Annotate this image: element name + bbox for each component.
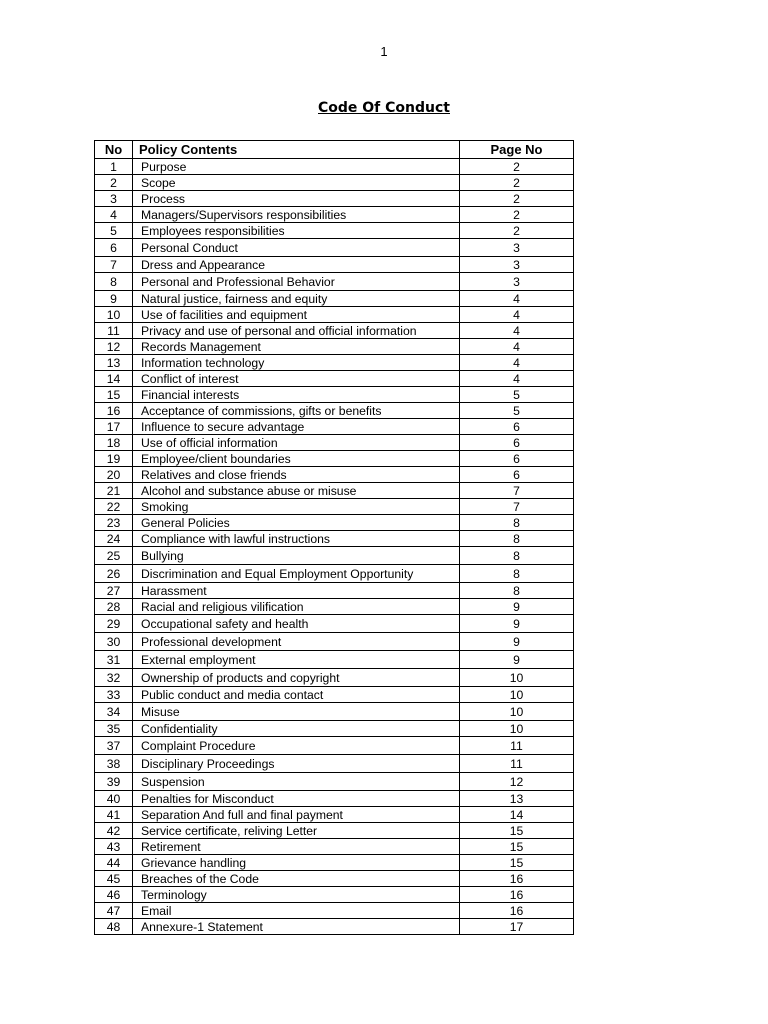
row-title: External employment xyxy=(133,651,460,669)
row-page: 9 xyxy=(460,651,574,669)
table-row xyxy=(95,919,574,935)
row-page: 13 xyxy=(460,791,574,807)
row-number: 10 xyxy=(95,307,133,323)
row-title: Racial and religious vilification xyxy=(133,599,460,615)
row-page: 9 xyxy=(460,599,574,615)
row-title: Misuse xyxy=(133,703,460,721)
row-number: 35 xyxy=(95,721,133,737)
table-row xyxy=(95,633,574,651)
row-number: 18 xyxy=(95,435,133,451)
table-row xyxy=(95,773,574,791)
row-page: 9 xyxy=(460,633,574,651)
row-title: Penalties for Misconduct xyxy=(133,791,460,807)
row-title: Influence to secure advantage xyxy=(133,419,460,435)
row-number: 46 xyxy=(95,887,133,903)
row-number: 11 xyxy=(95,323,133,339)
row-number: 12 xyxy=(95,339,133,355)
row-page: 15 xyxy=(460,823,574,839)
row-page: 3 xyxy=(460,257,574,273)
row-number: 15 xyxy=(95,387,133,403)
row-number: 32 xyxy=(95,669,133,687)
row-page: 4 xyxy=(460,307,574,323)
row-title: Dress and Appearance xyxy=(133,257,460,273)
row-page: 8 xyxy=(460,547,574,565)
row-page: 16 xyxy=(460,903,574,919)
row-number: 38 xyxy=(95,755,133,773)
row-title: General Policies xyxy=(133,515,460,531)
row-title: Disciplinary Proceedings xyxy=(133,755,460,773)
row-title: Natural justice, fairness and equity xyxy=(133,291,460,307)
row-number: 42 xyxy=(95,823,133,839)
row-number: 41 xyxy=(95,807,133,823)
row-number: 27 xyxy=(95,583,133,599)
row-page: 2 xyxy=(460,191,574,207)
row-number: 24 xyxy=(95,531,133,547)
row-number: 9 xyxy=(95,291,133,307)
row-page: 4 xyxy=(460,291,574,307)
table-row xyxy=(95,721,574,737)
table-row xyxy=(95,737,574,755)
table-row xyxy=(95,887,574,903)
row-page: 16 xyxy=(460,871,574,887)
row-number: 26 xyxy=(95,565,133,583)
table-row xyxy=(95,355,574,371)
table-row xyxy=(95,903,574,919)
table-row xyxy=(95,755,574,773)
row-number: 5 xyxy=(95,223,133,239)
table-row xyxy=(95,387,574,403)
header-page-no: Page No xyxy=(460,141,574,159)
table-row xyxy=(95,451,574,467)
row-title: Retirement xyxy=(133,839,460,855)
table-header-row xyxy=(95,141,574,159)
row-page: 11 xyxy=(460,737,574,755)
row-number: 33 xyxy=(95,687,133,703)
row-page: 8 xyxy=(460,531,574,547)
row-page: 16 xyxy=(460,887,574,903)
row-title: Suspension xyxy=(133,773,460,791)
row-title: Compliance with lawful instructions xyxy=(133,531,460,547)
table-row xyxy=(95,547,574,565)
row-title: Service certificate, reliving Letter xyxy=(133,823,460,839)
table-row xyxy=(95,483,574,499)
row-page: 8 xyxy=(460,565,574,583)
row-number: 34 xyxy=(95,703,133,721)
row-title: Complaint Procedure xyxy=(133,737,460,755)
row-page: 4 xyxy=(460,323,574,339)
table-row xyxy=(95,403,574,419)
row-title: Employee/client boundaries xyxy=(133,451,460,467)
row-number: 43 xyxy=(95,839,133,855)
row-title: Alcohol and substance abuse or misuse xyxy=(133,483,460,499)
row-page: 2 xyxy=(460,175,574,191)
row-number: 1 xyxy=(95,159,133,175)
table-row xyxy=(95,599,574,615)
row-page: 8 xyxy=(460,515,574,531)
row-title: Harassment xyxy=(133,583,460,599)
row-page: 11 xyxy=(460,755,574,773)
row-page: 6 xyxy=(460,451,574,467)
row-page: 4 xyxy=(460,371,574,387)
row-title: Smoking xyxy=(133,499,460,515)
row-title: Information technology xyxy=(133,355,460,371)
row-title: Employees responsibilities xyxy=(133,223,460,239)
table-row xyxy=(95,323,574,339)
row-page: 2 xyxy=(460,159,574,175)
row-number: 16 xyxy=(95,403,133,419)
row-title: Terminology xyxy=(133,887,460,903)
table-body xyxy=(95,159,574,935)
row-number: 22 xyxy=(95,499,133,515)
row-number: 48 xyxy=(95,919,133,935)
row-title: Acceptance of commissions, gifts or benefits xyxy=(133,403,460,419)
table-row xyxy=(95,669,574,687)
row-number: 47 xyxy=(95,903,133,919)
row-page: 6 xyxy=(460,419,574,435)
row-title: Professional development xyxy=(133,633,460,651)
row-title: Public conduct and media contact xyxy=(133,687,460,703)
row-title: Annexure-1 Statement xyxy=(133,919,460,935)
table-row xyxy=(95,499,574,515)
table-row xyxy=(95,339,574,355)
row-number: 8 xyxy=(95,273,133,291)
row-title: Confidentiality xyxy=(133,721,460,737)
row-page: 2 xyxy=(460,207,574,223)
row-page: 15 xyxy=(460,855,574,871)
row-page: 4 xyxy=(460,355,574,371)
table-row xyxy=(95,583,574,599)
table-row xyxy=(95,435,574,451)
row-number: 39 xyxy=(95,773,133,791)
row-page: 4 xyxy=(460,339,574,355)
table-row xyxy=(95,823,574,839)
row-number: 21 xyxy=(95,483,133,499)
table-row xyxy=(95,467,574,483)
row-page: 2 xyxy=(460,223,574,239)
row-page: 10 xyxy=(460,703,574,721)
row-number: 6 xyxy=(95,239,133,257)
row-title: Personal Conduct xyxy=(133,239,460,257)
row-number: 44 xyxy=(95,855,133,871)
table-row xyxy=(95,307,574,323)
table-row xyxy=(95,615,574,633)
row-number: 7 xyxy=(95,257,133,273)
row-page: 10 xyxy=(460,721,574,737)
row-title: Discrimination and Equal Employment Opportunity xyxy=(133,565,460,583)
table-row xyxy=(95,807,574,823)
row-number: 28 xyxy=(95,599,133,615)
row-title: Grievance handling xyxy=(133,855,460,871)
row-number: 37 xyxy=(95,737,133,755)
row-title: Use of official information xyxy=(133,435,460,451)
row-page: 9 xyxy=(460,615,574,633)
table-of-contents xyxy=(94,140,574,935)
row-number: 20 xyxy=(95,467,133,483)
row-number: 40 xyxy=(95,791,133,807)
row-number: 29 xyxy=(95,615,133,633)
row-number: 25 xyxy=(95,547,133,565)
row-number: 14 xyxy=(95,371,133,387)
row-page: 17 xyxy=(460,919,574,935)
row-title: Scope xyxy=(133,175,460,191)
row-title: Breaches of the Code xyxy=(133,871,460,887)
row-number: 2 xyxy=(95,175,133,191)
row-page: 6 xyxy=(460,467,574,483)
row-number: 13 xyxy=(95,355,133,371)
row-number: 17 xyxy=(95,419,133,435)
row-number: 45 xyxy=(95,871,133,887)
table-row xyxy=(95,207,574,223)
table-row xyxy=(95,371,574,387)
table-row xyxy=(95,855,574,871)
row-title: Process xyxy=(133,191,460,207)
row-page: 15 xyxy=(460,839,574,855)
row-page: 6 xyxy=(460,435,574,451)
row-page: 5 xyxy=(460,387,574,403)
row-title: Privacy and use of personal and official information xyxy=(133,323,460,339)
table-row xyxy=(95,839,574,855)
row-number: 4 xyxy=(95,207,133,223)
table-row xyxy=(95,565,574,583)
row-title: Managers/Supervisors responsibilities xyxy=(133,207,460,223)
row-page: 3 xyxy=(460,273,574,291)
table-row xyxy=(95,651,574,669)
row-page: 8 xyxy=(460,583,574,599)
table-row xyxy=(95,291,574,307)
row-title: Occupational safety and health xyxy=(133,615,460,633)
row-title: Conflict of interest xyxy=(133,371,460,387)
row-title: Bullying xyxy=(133,547,460,565)
row-number: 19 xyxy=(95,451,133,467)
row-page: 5 xyxy=(460,403,574,419)
row-page: 10 xyxy=(460,687,574,703)
row-number: 30 xyxy=(95,633,133,651)
table-row xyxy=(95,687,574,703)
table-row xyxy=(95,871,574,887)
table-row xyxy=(95,191,574,207)
row-page: 3 xyxy=(460,239,574,257)
row-number: 31 xyxy=(95,651,133,669)
table-row xyxy=(95,239,574,257)
table-row xyxy=(95,703,574,721)
row-page: 14 xyxy=(460,807,574,823)
header-policy-contents: Policy Contents xyxy=(133,141,460,159)
row-page: 10 xyxy=(460,669,574,687)
row-number: 3 xyxy=(95,191,133,207)
row-title: Ownership of products and copyright xyxy=(133,669,460,687)
table-row xyxy=(95,419,574,435)
table-row xyxy=(95,791,574,807)
row-title: Separation And full and final payment xyxy=(133,807,460,823)
table-row xyxy=(95,531,574,547)
row-page: 7 xyxy=(460,499,574,515)
header-no: No xyxy=(95,141,133,159)
row-title: Purpose xyxy=(133,159,460,175)
page-number: 1 xyxy=(380,44,388,59)
table-row xyxy=(95,159,574,175)
table-row xyxy=(95,223,574,239)
row-title: Email xyxy=(133,903,460,919)
table-row xyxy=(95,515,574,531)
table-row xyxy=(95,175,574,191)
document-title: Code Of Conduct xyxy=(318,100,450,116)
row-page: 12 xyxy=(460,773,574,791)
row-title: Use of facilities and equipment xyxy=(133,307,460,323)
table-row xyxy=(95,273,574,291)
row-number: 23 xyxy=(95,515,133,531)
row-title: Financial interests xyxy=(133,387,460,403)
row-title: Records Management xyxy=(133,339,460,355)
row-title: Personal and Professional Behavior xyxy=(133,273,460,291)
row-page: 7 xyxy=(460,483,574,499)
row-title: Relatives and close friends xyxy=(133,467,460,483)
table-row xyxy=(95,257,574,273)
